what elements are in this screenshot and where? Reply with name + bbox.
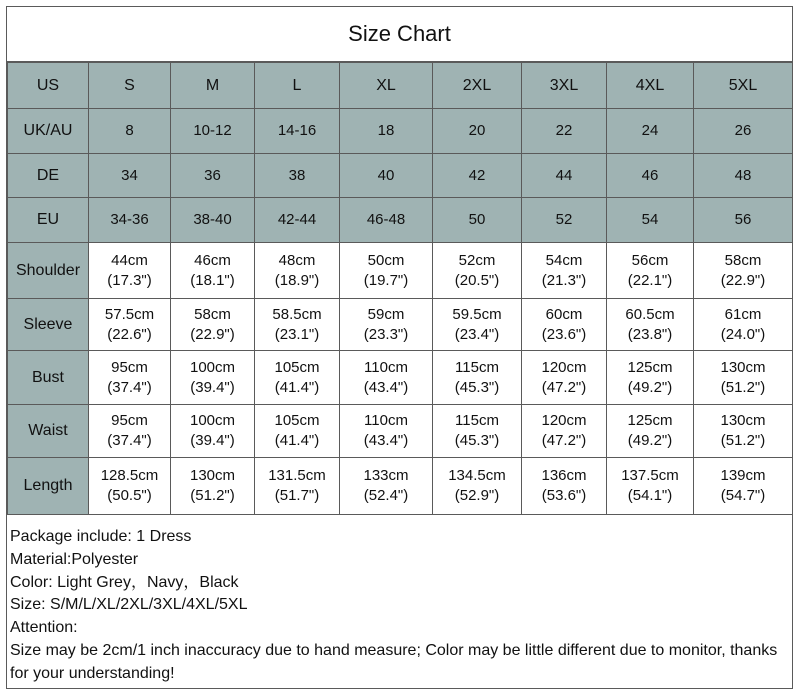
inch-value: (22.9") (190, 325, 235, 343)
measurement-cell (522, 351, 607, 405)
inch-value: (47.2") (541, 432, 587, 449)
measurement-cell (89, 243, 171, 299)
inch-value: (37.4") (107, 378, 152, 396)
measurement-cell (694, 243, 793, 299)
measurement-cell (340, 243, 433, 299)
attention-note: Attention: (10, 619, 78, 637)
measurement-cell (255, 351, 340, 405)
inch-value: (51.2") (720, 378, 766, 396)
cm-value: 136cm (541, 467, 587, 484)
size-cell: 20 (433, 109, 522, 154)
inch-value: (37.4") (107, 432, 152, 449)
measurement-cell (340, 299, 433, 351)
inch-value: (23.6") (541, 325, 587, 343)
size-cell: 36 (171, 154, 255, 198)
inch-value: (43.4") (363, 432, 409, 449)
measurement-cell (607, 243, 694, 299)
measurement-cell (694, 405, 793, 458)
package-note: Package include: 1 Dress (10, 528, 192, 545)
size-cell: 5XL (694, 63, 793, 109)
measurement-cell (255, 299, 340, 351)
inch-value: (41.4") (274, 378, 320, 396)
cm-value: 105cm (274, 412, 320, 429)
cm-value: 130cm (720, 358, 766, 376)
measurement-cell (607, 405, 694, 458)
cm-value: 58cm (194, 305, 231, 323)
measurement-cell (89, 458, 171, 515)
size-cell: 42 (433, 154, 522, 198)
inch-value: (39.4") (190, 378, 235, 396)
inch-value: (51.2") (190, 487, 235, 504)
cm-value: 125cm (627, 358, 673, 376)
size-cell: L (255, 63, 340, 109)
cm-value: 95cm (111, 358, 148, 376)
inch-value: (41.4") (274, 432, 320, 449)
inch-value: (54.7") (720, 487, 766, 504)
cm-value: 120cm (541, 412, 587, 429)
inch-value: (23.8") (627, 325, 673, 343)
inch-value: (51.2") (720, 432, 766, 449)
measurement-cell (340, 405, 433, 458)
size-row-uk-au (8, 109, 793, 154)
measurement-cell (694, 351, 793, 405)
inch-value: (23.1") (274, 325, 320, 343)
cm-value: 54cm (545, 251, 583, 269)
measurement-cell (694, 299, 793, 351)
size-cell: 40 (340, 154, 433, 198)
inch-value: (23.3") (363, 325, 409, 343)
size-cell: 38-40 (171, 198, 255, 243)
size-cell: 42-44 (255, 198, 340, 243)
size-row-us (8, 63, 793, 109)
color-note: Color: Light Grey，Navy，Black (10, 573, 239, 591)
size-row-eu (8, 198, 793, 243)
row-label: DE (8, 154, 89, 198)
inch-value: (52.9") (454, 487, 500, 504)
cm-value: 59cm (367, 305, 405, 323)
chart-title: Size Chart (7, 7, 792, 62)
measurement-label: Waist (8, 405, 89, 458)
inch-value: (19.7") (363, 271, 409, 289)
cm-value: 137.5cm (621, 467, 679, 484)
cm-value: 44cm (111, 251, 148, 269)
size-row-de (8, 154, 793, 198)
size-cell: 38 (255, 154, 340, 198)
measurement-cell (433, 405, 522, 458)
inch-value: (22.6") (107, 325, 152, 343)
inch-value: (43.4") (363, 378, 409, 396)
cm-value: 59.5cm (452, 305, 502, 323)
product-notes (7, 520, 792, 686)
cm-value: 95cm (111, 412, 148, 429)
inch-value: (52.4") (363, 487, 409, 504)
cm-value: 131.5cm (268, 467, 326, 484)
size-cell: 50 (433, 198, 522, 243)
cm-value: 130cm (720, 412, 766, 429)
cm-value: 56cm (631, 251, 669, 269)
cm-value: 130cm (189, 467, 236, 484)
row-label: UK/AU (8, 109, 89, 154)
measurement-cell (607, 299, 694, 351)
size-cell: 18 (340, 109, 433, 154)
inch-value: (24.0") (720, 325, 766, 343)
cm-value: 57.5cm (104, 305, 155, 323)
cm-value: 125cm (627, 412, 673, 429)
size-cell: 48 (694, 154, 793, 198)
size-cell: 3XL (522, 63, 607, 109)
measurement-label: Length (8, 458, 89, 515)
size-cell: M (171, 63, 255, 109)
inch-value: (23.4") (454, 325, 500, 343)
cm-value: 52cm (458, 251, 496, 269)
measurement-cell (433, 458, 522, 515)
cm-value: 139cm (720, 467, 766, 484)
measurement-row-waist (8, 405, 793, 458)
inch-value: (18.1") (190, 271, 235, 289)
cm-value: 133cm (363, 467, 409, 484)
measurement-cell (89, 405, 171, 458)
measurement-cell (522, 405, 607, 458)
cm-value: 128.5cm (100, 467, 159, 484)
measurement-cell (522, 458, 607, 515)
size-cell: 24 (607, 109, 694, 154)
measurement-cell (171, 405, 255, 458)
measurement-cell (340, 351, 433, 405)
cm-value: 50cm (367, 251, 405, 269)
measurement-label: Shoulder (8, 243, 89, 299)
inch-value: (54.1") (627, 487, 673, 504)
inch-value: (50.5") (107, 487, 152, 504)
inch-value: (39.4") (190, 432, 235, 449)
measurement-row-bust (8, 351, 793, 405)
size-table (7, 62, 793, 515)
measurement-cell (433, 351, 522, 405)
measurement-cell (171, 458, 255, 515)
inch-value: (49.2") (627, 378, 673, 396)
cm-value: 61cm (724, 305, 762, 323)
cm-value: 46cm (194, 251, 231, 269)
cm-value: 120cm (541, 358, 587, 376)
size-cell: 34 (89, 154, 171, 198)
measurement-cell (522, 299, 607, 351)
size-cell: 4XL (607, 63, 694, 109)
cm-value: 60.5cm (625, 305, 675, 323)
measurement-row-length (8, 458, 793, 515)
measurement-cell (433, 299, 522, 351)
size-cell: 44 (522, 154, 607, 198)
size-cell: 2XL (433, 63, 522, 109)
size-cell: 10-12 (171, 109, 255, 154)
size-cell: 46-48 (340, 198, 433, 243)
measurement-cell (694, 458, 793, 515)
cm-value: 100cm (189, 358, 236, 376)
cm-value: 58cm (724, 251, 762, 269)
inch-value: (18.9") (274, 271, 320, 289)
measurement-cell (255, 405, 340, 458)
size-cell: 26 (694, 109, 793, 154)
size-cell: 56 (694, 198, 793, 243)
size-cell: S (89, 63, 171, 109)
inch-value: (53.6") (541, 487, 587, 504)
size-cell: 14-16 (255, 109, 340, 154)
inch-value: (22.9") (720, 271, 766, 289)
size-cell: 46 (607, 154, 694, 198)
material-note: Material:Polyester (10, 550, 139, 568)
size-chart-frame (6, 6, 793, 689)
inch-value: (17.3") (107, 271, 152, 289)
size-cell: 34-36 (89, 198, 171, 243)
measurement-cell (522, 243, 607, 299)
size-cell: 52 (522, 198, 607, 243)
size-cell: 54 (607, 198, 694, 243)
inch-value: (45.3") (454, 432, 500, 449)
measurement-cell (89, 299, 171, 351)
size-cell: 8 (89, 109, 171, 154)
inch-value: (20.5") (454, 271, 500, 289)
cm-value: 48cm (278, 251, 316, 269)
size-cell: XL (340, 63, 433, 109)
inch-value: (51.7") (274, 487, 320, 504)
row-label: US (8, 63, 89, 109)
measurement-cell (255, 458, 340, 515)
measurement-cell (89, 351, 171, 405)
inch-value: (45.3") (454, 378, 500, 396)
measurement-cell (171, 299, 255, 351)
cm-value: 134.5cm (448, 467, 506, 484)
cm-value: 110cm (364, 358, 408, 376)
cm-value: 110cm (364, 412, 408, 429)
cm-value: 60cm (545, 305, 583, 323)
size-cell: 22 (522, 109, 607, 154)
measurement-cell (607, 458, 694, 515)
measurement-cell (171, 243, 255, 299)
inch-value: (49.2") (627, 432, 673, 449)
measurement-label: Bust (8, 351, 89, 405)
row-label: EU (8, 198, 89, 243)
measurement-row-shoulder (8, 243, 793, 299)
size-note: Size: S/M/L/XL/2XL/3XL/4XL/5XL (10, 596, 248, 614)
measurement-cell (607, 351, 694, 405)
inch-value: (21.3") (541, 271, 587, 289)
cm-value: 105cm (274, 358, 320, 376)
cm-value: 115cm (455, 358, 499, 376)
measurement-label: Sleeve (8, 299, 89, 351)
cm-value: 115cm (455, 412, 499, 429)
inch-value: (47.2") (541, 378, 587, 396)
measurement-cell (255, 243, 340, 299)
measurement-cell (340, 458, 433, 515)
cm-value: 100cm (189, 412, 236, 429)
measurement-cell (433, 243, 522, 299)
disclaimer-note: Size may be 2cm/1 inch inaccuracy due to hand measure; Color may be little different due to monitor, thanks for your understanding! (10, 641, 778, 682)
cm-value: 58.5cm (272, 305, 322, 323)
inch-value: (22.1") (627, 271, 673, 289)
measurement-row-sleeve (8, 299, 793, 351)
measurement-cell (171, 351, 255, 405)
